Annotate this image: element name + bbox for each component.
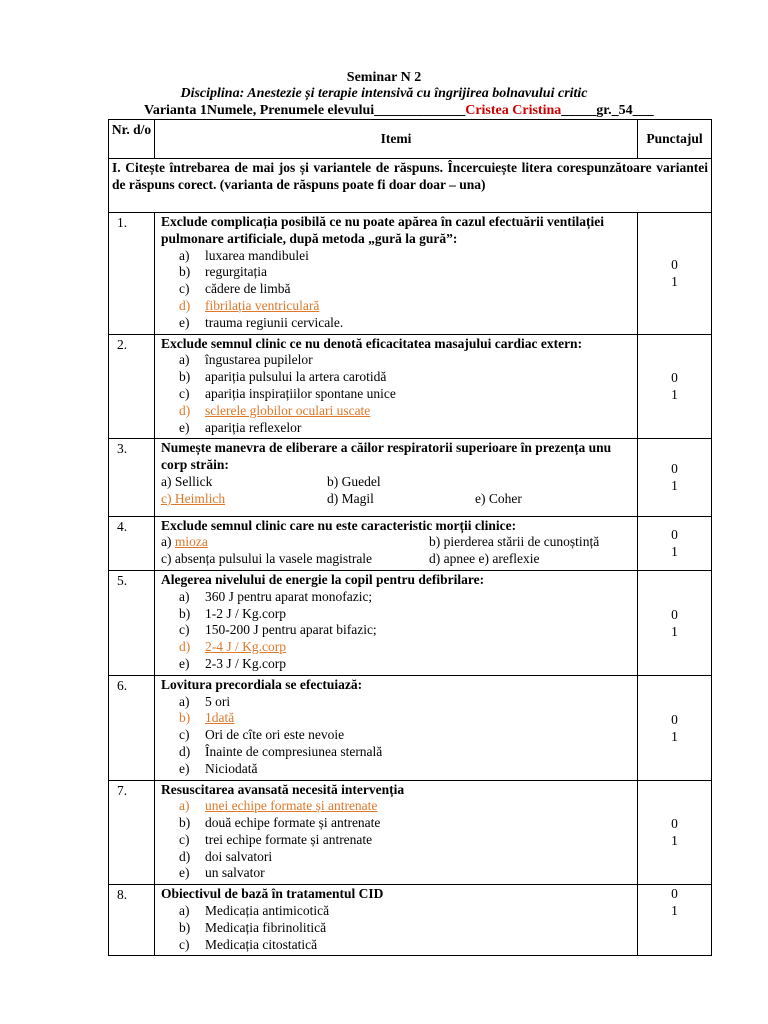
option-c[interactable]: c) 150-200 J pentru aparat bifazic; (179, 622, 377, 638)
option-b[interactable]: b) Guedel (327, 473, 381, 489)
question-text: Obiectivul de bază în tratamentul CID (161, 886, 384, 902)
question-number: 5. (109, 570, 155, 675)
question-cell (155, 675, 638, 780)
question-number: 2. (109, 334, 155, 439)
question-cell (155, 439, 638, 516)
question-cell (155, 213, 638, 335)
variant-label: Varianta 1Numele, Prenumele elevului_____________ (144, 103, 466, 118)
points-cell: 0 1 (638, 334, 712, 439)
option-b[interactable]: b) Medicația fibrinolitică (179, 919, 327, 935)
options-list (161, 248, 633, 332)
question-row (109, 213, 712, 335)
option-a[interactable]: a) 5 ori (179, 693, 231, 709)
question-text: Exclude complicația posibilă ce nu poate apărea în cazul efectuării ventilației pulmonare artificiale, după metoda „gură la gură”: (161, 214, 604, 246)
option-a[interactable]: a) Sellick (161, 473, 213, 489)
question-row (109, 885, 712, 956)
option-b[interactable]: b) apariția pulsului la artera carotidă (179, 369, 387, 385)
col-header-nr: Nr. d/o (109, 120, 155, 159)
question-text: Exclude semnul clinic care nu este caracteristic morții clinice: (161, 517, 517, 533)
option-e[interactable]: e) apariția reflexelor (179, 419, 302, 435)
discipline-line: Disciplina: Anestezie și terapie intensivă cu îngrijirea bolnavului critic (180, 86, 588, 101)
option-a[interactable]: a) Medicația antimicotică (179, 903, 330, 919)
option-b-correct[interactable]: b) 1dată (179, 710, 235, 726)
option-a[interactable]: a) mioza (161, 534, 208, 550)
student-line (144, 103, 744, 119)
col-header-items: Itemi (155, 120, 638, 159)
section-row (109, 159, 712, 213)
question-cell (155, 570, 638, 675)
question-row (109, 439, 712, 516)
option-e[interactable]: e) un salvator (179, 865, 265, 881)
option-d-e[interactable]: d) apnee e) areflexie (429, 551, 540, 567)
option-b[interactable]: b) regurgitația (179, 264, 267, 280)
question-row (109, 334, 712, 439)
section-instructions: I. Citește întrebarea de mai jos și variantele de răspuns. Încercuiește litera corespunzătoare variantei de răspuns corect. (varianta de răspuns poate fi doar doar – una) (109, 159, 712, 213)
question-text: Exclude semnul clinic ce nu denotă eficacitatea masajului cardiac extern: (161, 335, 583, 351)
question-number: 8. (109, 885, 155, 956)
question-text: Numește manevra de eliberare a căilor respiratorii superioare în prezența unu corp străin: (161, 440, 612, 473)
option-c[interactable]: c) Medicația citostatică (179, 936, 318, 952)
question-row (109, 570, 712, 675)
option-c[interactable]: c) apariția inspirațiilor spontane unice (179, 385, 396, 401)
question-number: 1. (109, 213, 155, 335)
options-list (161, 694, 633, 778)
points-cell: 0 1 (638, 885, 712, 956)
option-d-correct[interactable]: d) sclerele globilor oculari uscate (179, 402, 371, 418)
option-c[interactable]: c) absența pulsului la vasele magistrale (161, 551, 373, 567)
option-e[interactable]: e) Coher (475, 490, 522, 506)
option-a[interactable]: a) 360 J pentru aparat monofazic; (179, 588, 373, 604)
question-number: 4. (109, 516, 155, 570)
option-d-correct[interactable]: d) fibrilația ventriculară (179, 297, 320, 313)
options-inline (161, 534, 633, 568)
option-a-correct[interactable]: a) unei echipe formate și antrenate (179, 798, 378, 814)
option-d[interactable]: d) doi salvatori (179, 848, 273, 864)
option-d[interactable]: d) Înainte de compresiunea sternală (179, 743, 383, 759)
col-header-points: Punctajul (638, 120, 712, 159)
points-cell: 0 1 (638, 780, 712, 885)
header-row (109, 120, 712, 159)
option-c[interactable]: c) trei echipe formate și antrenate (179, 831, 373, 847)
question-row (109, 780, 712, 885)
quiz-table (108, 119, 712, 956)
option-e[interactable]: e) trauma regiunii cervicale. (179, 314, 344, 330)
option-d[interactable]: d) Magil (327, 490, 374, 506)
option-a-correct[interactable]: mioza (174, 534, 208, 550)
option-d-correct[interactable]: d) 2-4 J / Kg.corp (179, 639, 286, 655)
option-a[interactable]: a) îngustarea pupilelor (179, 352, 313, 368)
question-cell (155, 334, 638, 439)
points-cell: 0 1 (638, 213, 712, 335)
options-inline (161, 474, 633, 508)
document-title: Seminar N 2 (346, 70, 422, 85)
option-c-correct[interactable]: c) Heimlich (161, 490, 226, 506)
question-row (109, 516, 712, 570)
question-row (109, 675, 712, 780)
points-cell: 0 1 (638, 516, 712, 570)
question-number: 7. (109, 780, 155, 885)
option-b[interactable]: b) 1-2 J / Kg.corp (179, 605, 286, 621)
option-a[interactable]: a) luxarea mandibulei (179, 247, 309, 263)
options-list (161, 798, 633, 882)
options-list (161, 903, 633, 953)
question-cell (155, 885, 638, 956)
option-e[interactable]: e) 2-3 J / Kg.corp (179, 655, 286, 671)
points-cell: 0 1 (638, 570, 712, 675)
question-cell (155, 516, 638, 570)
option-b[interactable]: b) pierderea stării de cunoștință (429, 534, 600, 550)
option-b[interactable]: b) două echipe formate și antrenate (179, 815, 381, 831)
option-c[interactable]: c) Ori de cîte ori este nevoie (179, 727, 345, 743)
points-cell: 0 1 (638, 675, 712, 780)
question-cell (155, 780, 638, 885)
question-text: Lovitura precordiala se efectuiază: (161, 676, 363, 692)
student-name: Cristea Cristina (465, 103, 562, 118)
option-c[interactable]: c) cădere de limbă (179, 281, 291, 297)
group-label: _____gr._54___ (561, 103, 654, 118)
options-list (161, 352, 633, 436)
question-number: 6. (109, 675, 155, 780)
points-cell: 0 1 (638, 439, 712, 516)
question-number: 3. (109, 439, 155, 516)
option-e[interactable]: e) Niciodată (179, 760, 258, 776)
question-text: Resuscitarea avansată necesită intervenția (161, 781, 405, 797)
question-text: Alegerea nivelului de energie la copil pentru defibrilare: (161, 571, 485, 587)
options-list (161, 589, 633, 673)
